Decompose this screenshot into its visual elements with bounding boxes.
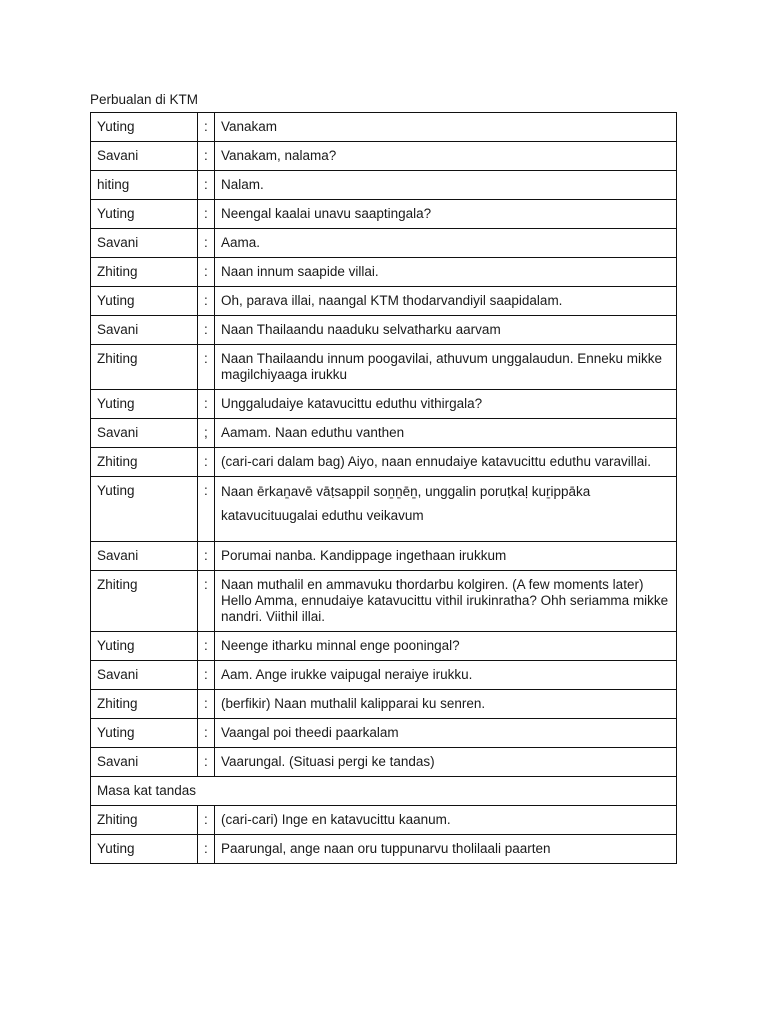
speaker-cell: Savani <box>91 661 198 690</box>
table-row <box>91 571 677 632</box>
table-row <box>91 229 677 258</box>
speaker-cell: Zhiting <box>91 448 198 477</box>
dialogue-cell: Naan Thailaandu innum poogavilai, athuvum unggalaudun. Enneku mikke magilchiyaaga irukku <box>215 345 677 390</box>
speaker-cell: Savani <box>91 748 198 777</box>
table-row <box>91 477 677 542</box>
separator-cell: : <box>198 316 215 345</box>
table-row <box>91 200 677 229</box>
speaker-cell: Yuting <box>91 477 198 542</box>
section-label: Masa kat tandas <box>91 777 677 806</box>
separator-cell: : <box>198 632 215 661</box>
dialogue-cell: Nalam. <box>215 171 677 200</box>
speaker-cell: Zhiting <box>91 571 198 632</box>
speaker-cell: Zhiting <box>91 690 198 719</box>
speaker-cell: Savani <box>91 142 198 171</box>
dialogue-cell: Porumai nanba. Kandippage ingethaan irukkum <box>215 542 677 571</box>
table-row <box>91 113 677 142</box>
speaker-cell: Yuting <box>91 287 198 316</box>
document-title: Perbualan di KTM <box>90 92 199 107</box>
table-row <box>91 287 677 316</box>
table-row <box>91 142 677 171</box>
separator-cell: : <box>198 345 215 390</box>
dialogue-cell: Vanakam, nalama? <box>215 142 677 171</box>
dialogue-cell: Vanakam <box>215 113 677 142</box>
dialogue-cell: Neenge itharku minnal enge pooningal? <box>215 632 677 661</box>
table-row <box>91 690 677 719</box>
dialogue-cell: Vaangal poi theedi paarkalam <box>215 719 677 748</box>
speaker-cell: Yuting <box>91 390 198 419</box>
separator-cell: : <box>198 542 215 571</box>
section-row <box>91 777 677 806</box>
separator-cell: : <box>198 142 215 171</box>
separator-cell: : <box>198 287 215 316</box>
dialogue-cell: Naan innum saapide villai. <box>215 258 677 287</box>
speaker-cell: Savani <box>91 316 198 345</box>
dialogue-cell: Aamam. Naan eduthu vanthen <box>215 419 677 448</box>
speaker-cell: Yuting <box>91 835 198 864</box>
dialogue-cell: Aama. <box>215 229 677 258</box>
speaker-cell: Yuting <box>91 632 198 661</box>
table-row <box>91 345 677 390</box>
dialogue-cell: Aam. Ange irukke vaipugal neraiye irukku. <box>215 661 677 690</box>
separator-cell: : <box>198 113 215 142</box>
dialogue-cell: (cari-cari) Inge en katavucittu kaanum. <box>215 806 677 835</box>
dialogue-cell: Unggaludaiye katavucittu eduthu vithirgala? <box>215 390 677 419</box>
separator-cell: : <box>198 571 215 632</box>
speaker-cell: Yuting <box>91 200 198 229</box>
separator-cell: : <box>198 477 215 542</box>
separator-cell: : <box>198 258 215 287</box>
speaker-cell: Yuting <box>91 113 198 142</box>
speaker-cell: Savani <box>91 229 198 258</box>
separator-cell: : <box>198 719 215 748</box>
speaker-cell: Yuting <box>91 719 198 748</box>
dialogue-cell: (cari-cari dalam bag) Aiyo, naan ennudaiye katavucittu eduthu varavillai. <box>215 448 677 477</box>
dialogue-cell: Oh, parava illai, naangal KTM thodarvandiyil saapidalam. <box>215 287 677 316</box>
speaker-cell: Zhiting <box>91 258 198 287</box>
dialogue-cell: Naan Thailaandu naaduku selvatharku aarvam <box>215 316 677 345</box>
table-row <box>91 806 677 835</box>
separator-cell: : <box>198 171 215 200</box>
table-row <box>91 419 677 448</box>
separator-cell: : <box>198 229 215 258</box>
table-row <box>91 390 677 419</box>
separator-cell: ; <box>198 419 215 448</box>
dialogue-cell: Neengal kaalai unavu saaptingala? <box>215 200 677 229</box>
dialogue-table <box>90 112 677 864</box>
table-row <box>91 171 677 200</box>
speaker-cell: hiting <box>91 171 198 200</box>
separator-cell: : <box>198 748 215 777</box>
table-row <box>91 661 677 690</box>
speaker-cell: Zhiting <box>91 345 198 390</box>
table-row <box>91 719 677 748</box>
table-row <box>91 448 677 477</box>
dialogue-cell: (berfikir) Naan muthalil kalipparai ku senren. <box>215 690 677 719</box>
dialogue-cell: Naan muthalil en ammavuku thordarbu kolgiren. (A few moments later) Hello Amma, ennudaiye katavucittu vithil irukinratha? Ohh seriamma mikke nandri. Viithil illai. <box>215 571 677 632</box>
speaker-cell: Zhiting <box>91 806 198 835</box>
dialogue-cell: Vaarungal. (Situasi pergi ke tandas) <box>215 748 677 777</box>
separator-cell: : <box>198 835 215 864</box>
separator-cell: : <box>198 690 215 719</box>
speaker-cell: Savani <box>91 419 198 448</box>
table-row <box>91 316 677 345</box>
separator-cell: : <box>198 661 215 690</box>
separator-cell: : <box>198 806 215 835</box>
separator-cell: : <box>198 448 215 477</box>
table-row <box>91 748 677 777</box>
table-row <box>91 632 677 661</box>
speaker-cell: Savani <box>91 542 198 571</box>
separator-cell: : <box>198 390 215 419</box>
table-row <box>91 258 677 287</box>
table-row <box>91 835 677 864</box>
separator-cell: : <box>198 200 215 229</box>
table-row <box>91 542 677 571</box>
dialogue-cell: Paarungal, ange naan oru tuppunarvu tholilaali paarten <box>215 835 677 864</box>
dialogue-cell: Naan ērkaṉavē vāṭsappil soṉṉēṉ, unggalin poruṭkaḷ kuṟippāka katavucituugalai eduthu veikavum <box>215 477 677 542</box>
